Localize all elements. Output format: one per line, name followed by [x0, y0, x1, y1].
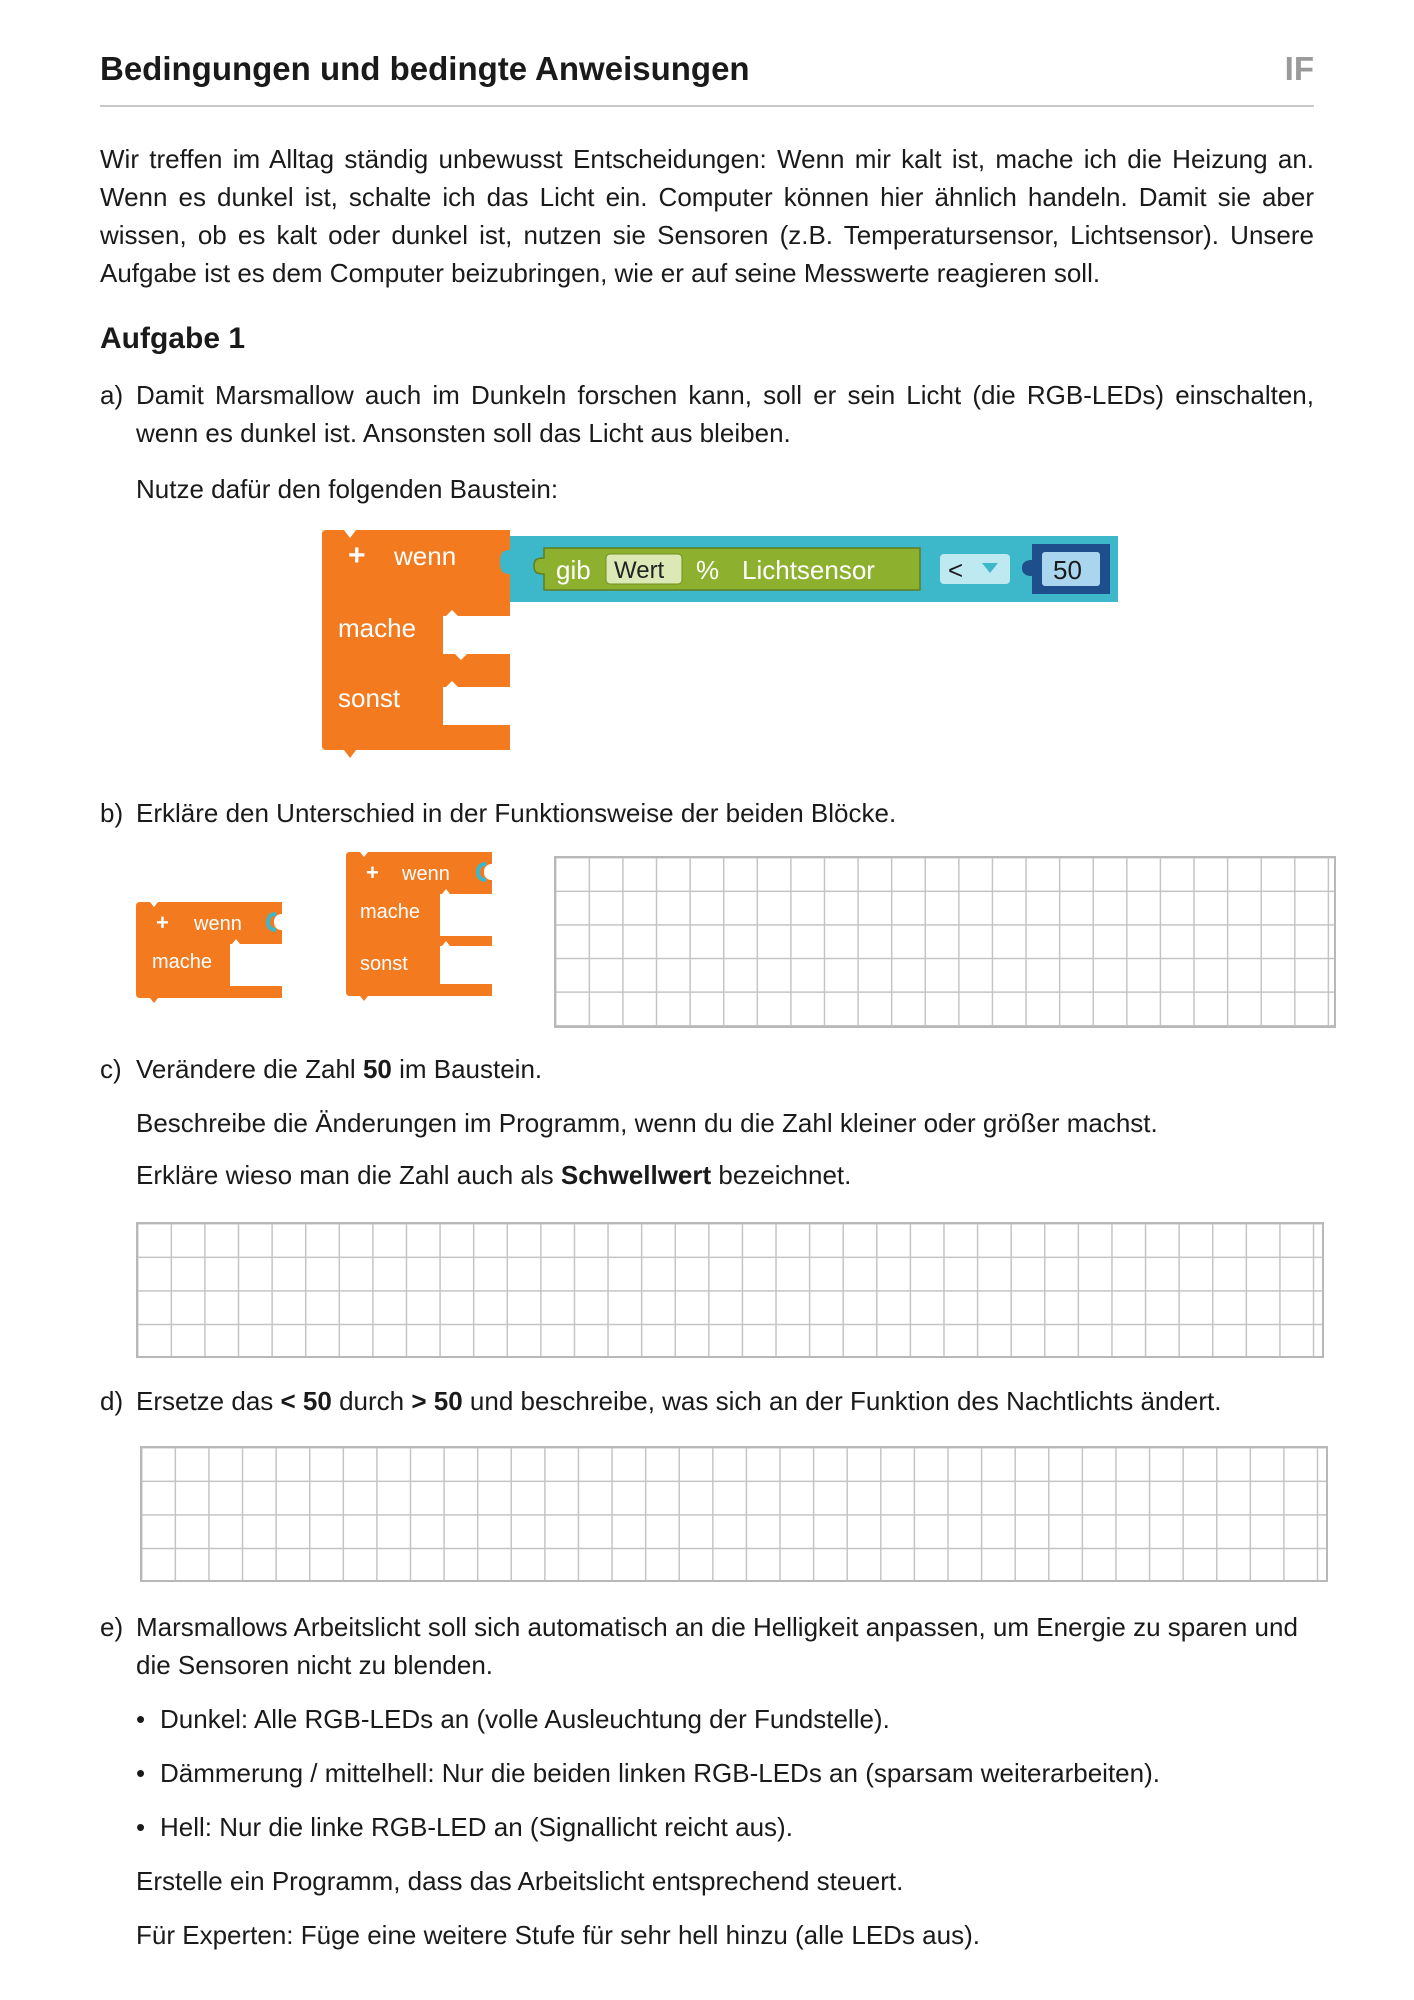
percent-label: %: [696, 555, 720, 585]
header-divider: [100, 105, 1314, 107]
wenn-label: wenn: [394, 541, 457, 571]
wenn-label: wenn: [194, 913, 242, 935]
task-c-line3: Erkläre wieso man die Zahl auch als Schwellwert bezeichnet.: [136, 1160, 852, 1190]
list-item: • Dämmerung / mittelhell: Nur die beiden linken RGB-LEDs an (sparsam weiterarbeiten).: [136, 1758, 1160, 1788]
task-a: [100, 376, 1314, 452]
if-else-block-small: [346, 852, 496, 1008]
task-d-label: d): [100, 1386, 124, 1416]
task-c-label: c): [100, 1054, 122, 1084]
task-e-program: Erstelle ein Programm, dass das Arbeitslicht entsprechend steuert.: [136, 1866, 904, 1896]
bold-number: 50: [362, 1054, 392, 1084]
answer-grid-d[interactable]: [140, 1446, 1328, 1582]
subject-tag: IF: [1284, 50, 1314, 87]
sonst-label: sonst: [338, 683, 401, 713]
brightness-list: [136, 1700, 1316, 1862]
page-title: Bedingungen und bedingte Anweisungen: [100, 50, 750, 87]
bold-term: Schwellwert: [560, 1160, 712, 1190]
task-c-line2: Beschreibe die Änderungen im Programm, wenn du die Zahl kleiner oder größer machst.: [136, 1108, 1158, 1138]
list-item: • Dunkel: Alle RGB-LEDs an (volle Ausleuchtung der Fundstelle).: [136, 1704, 890, 1734]
wert-label: Wert: [614, 557, 665, 584]
sonst-label: sonst: [360, 953, 408, 975]
wenn-label: wenn: [402, 863, 450, 885]
task-e: [100, 1608, 1320, 1684]
gib-label: gib: [556, 555, 591, 585]
task-b-label: b): [100, 798, 124, 828]
task-a-text: Damit Marsmallow auch im Dunkeln forschen kann, soll er sein Licht (die RGB-LEDs) einschalten, wenn es dunkel ist. Ansonsten soll das Licht aus bleiben.: [136, 380, 1314, 448]
threshold-value: 50: [1053, 555, 1082, 585]
task-a-label: a): [100, 380, 124, 410]
task-b-text: Erkläre den Unterschied in der Funktionsweise der beiden Blöcke.: [136, 798, 897, 828]
if-block-small: [136, 902, 286, 1008]
plus-icon: +: [156, 910, 169, 935]
intro-paragraph: Wir treffen im Alltag ständig unbewusst Entscheidungen: Wenn mir kalt ist, mache ich die Heizung an. Wenn es dunkel ist, schalte ich das Licht ein. Computer können hier ähnlich handeln. Damit sie aber wissen, ob es kalt oder dunkel ist, nutzen sie Sensoren (z.B. Temperatursensor, Lichtsensor). Unsere Aufgabe ist es dem Computer beizubringen, wie er auf seine Messwerte reagieren soll.: [100, 144, 1314, 288]
answer-grid-b[interactable]: [554, 856, 1336, 1028]
task-e-label: e): [100, 1612, 124, 1642]
task-e-text: Marsmallows Arbeitslicht soll sich automatisch an die Helligkeit anpassen, um Energie zu sparen und die Sensoren nicht zu blenden.: [136, 1612, 1298, 1680]
task-c-line1: c) Verändere die Zahl 50 im Baustein.: [100, 1050, 542, 1088]
answer-grid-c[interactable]: [136, 1222, 1324, 1358]
task-a-hint: Nutze dafür den folgenden Baustein:: [136, 474, 559, 504]
plus-icon: +: [348, 539, 366, 572]
mache-label: mache: [360, 901, 421, 923]
plus-icon: +: [366, 860, 379, 885]
list-item: • Hell: Nur die linke RGB-LED an (Signallicht reicht aus).: [136, 1812, 793, 1842]
task-e-expert: Für Experten: Füge eine weitere Stufe für sehr hell hinzu (alle LEDs aus).: [136, 1920, 980, 1950]
if-else-block: [320, 530, 1140, 760]
task-b: [100, 794, 896, 832]
sensor-label: Lichtsensor: [742, 555, 875, 585]
task-d: d) Ersetze das < 50 durch > 50 und beschreibe, was sich an der Funktion des Nachtlichts ändert.: [100, 1382, 1221, 1420]
task-heading: Aufgabe 1: [100, 322, 246, 355]
mache-label: mache: [152, 951, 213, 973]
operator-label: <: [948, 555, 964, 585]
mache-label: mache: [338, 613, 417, 643]
